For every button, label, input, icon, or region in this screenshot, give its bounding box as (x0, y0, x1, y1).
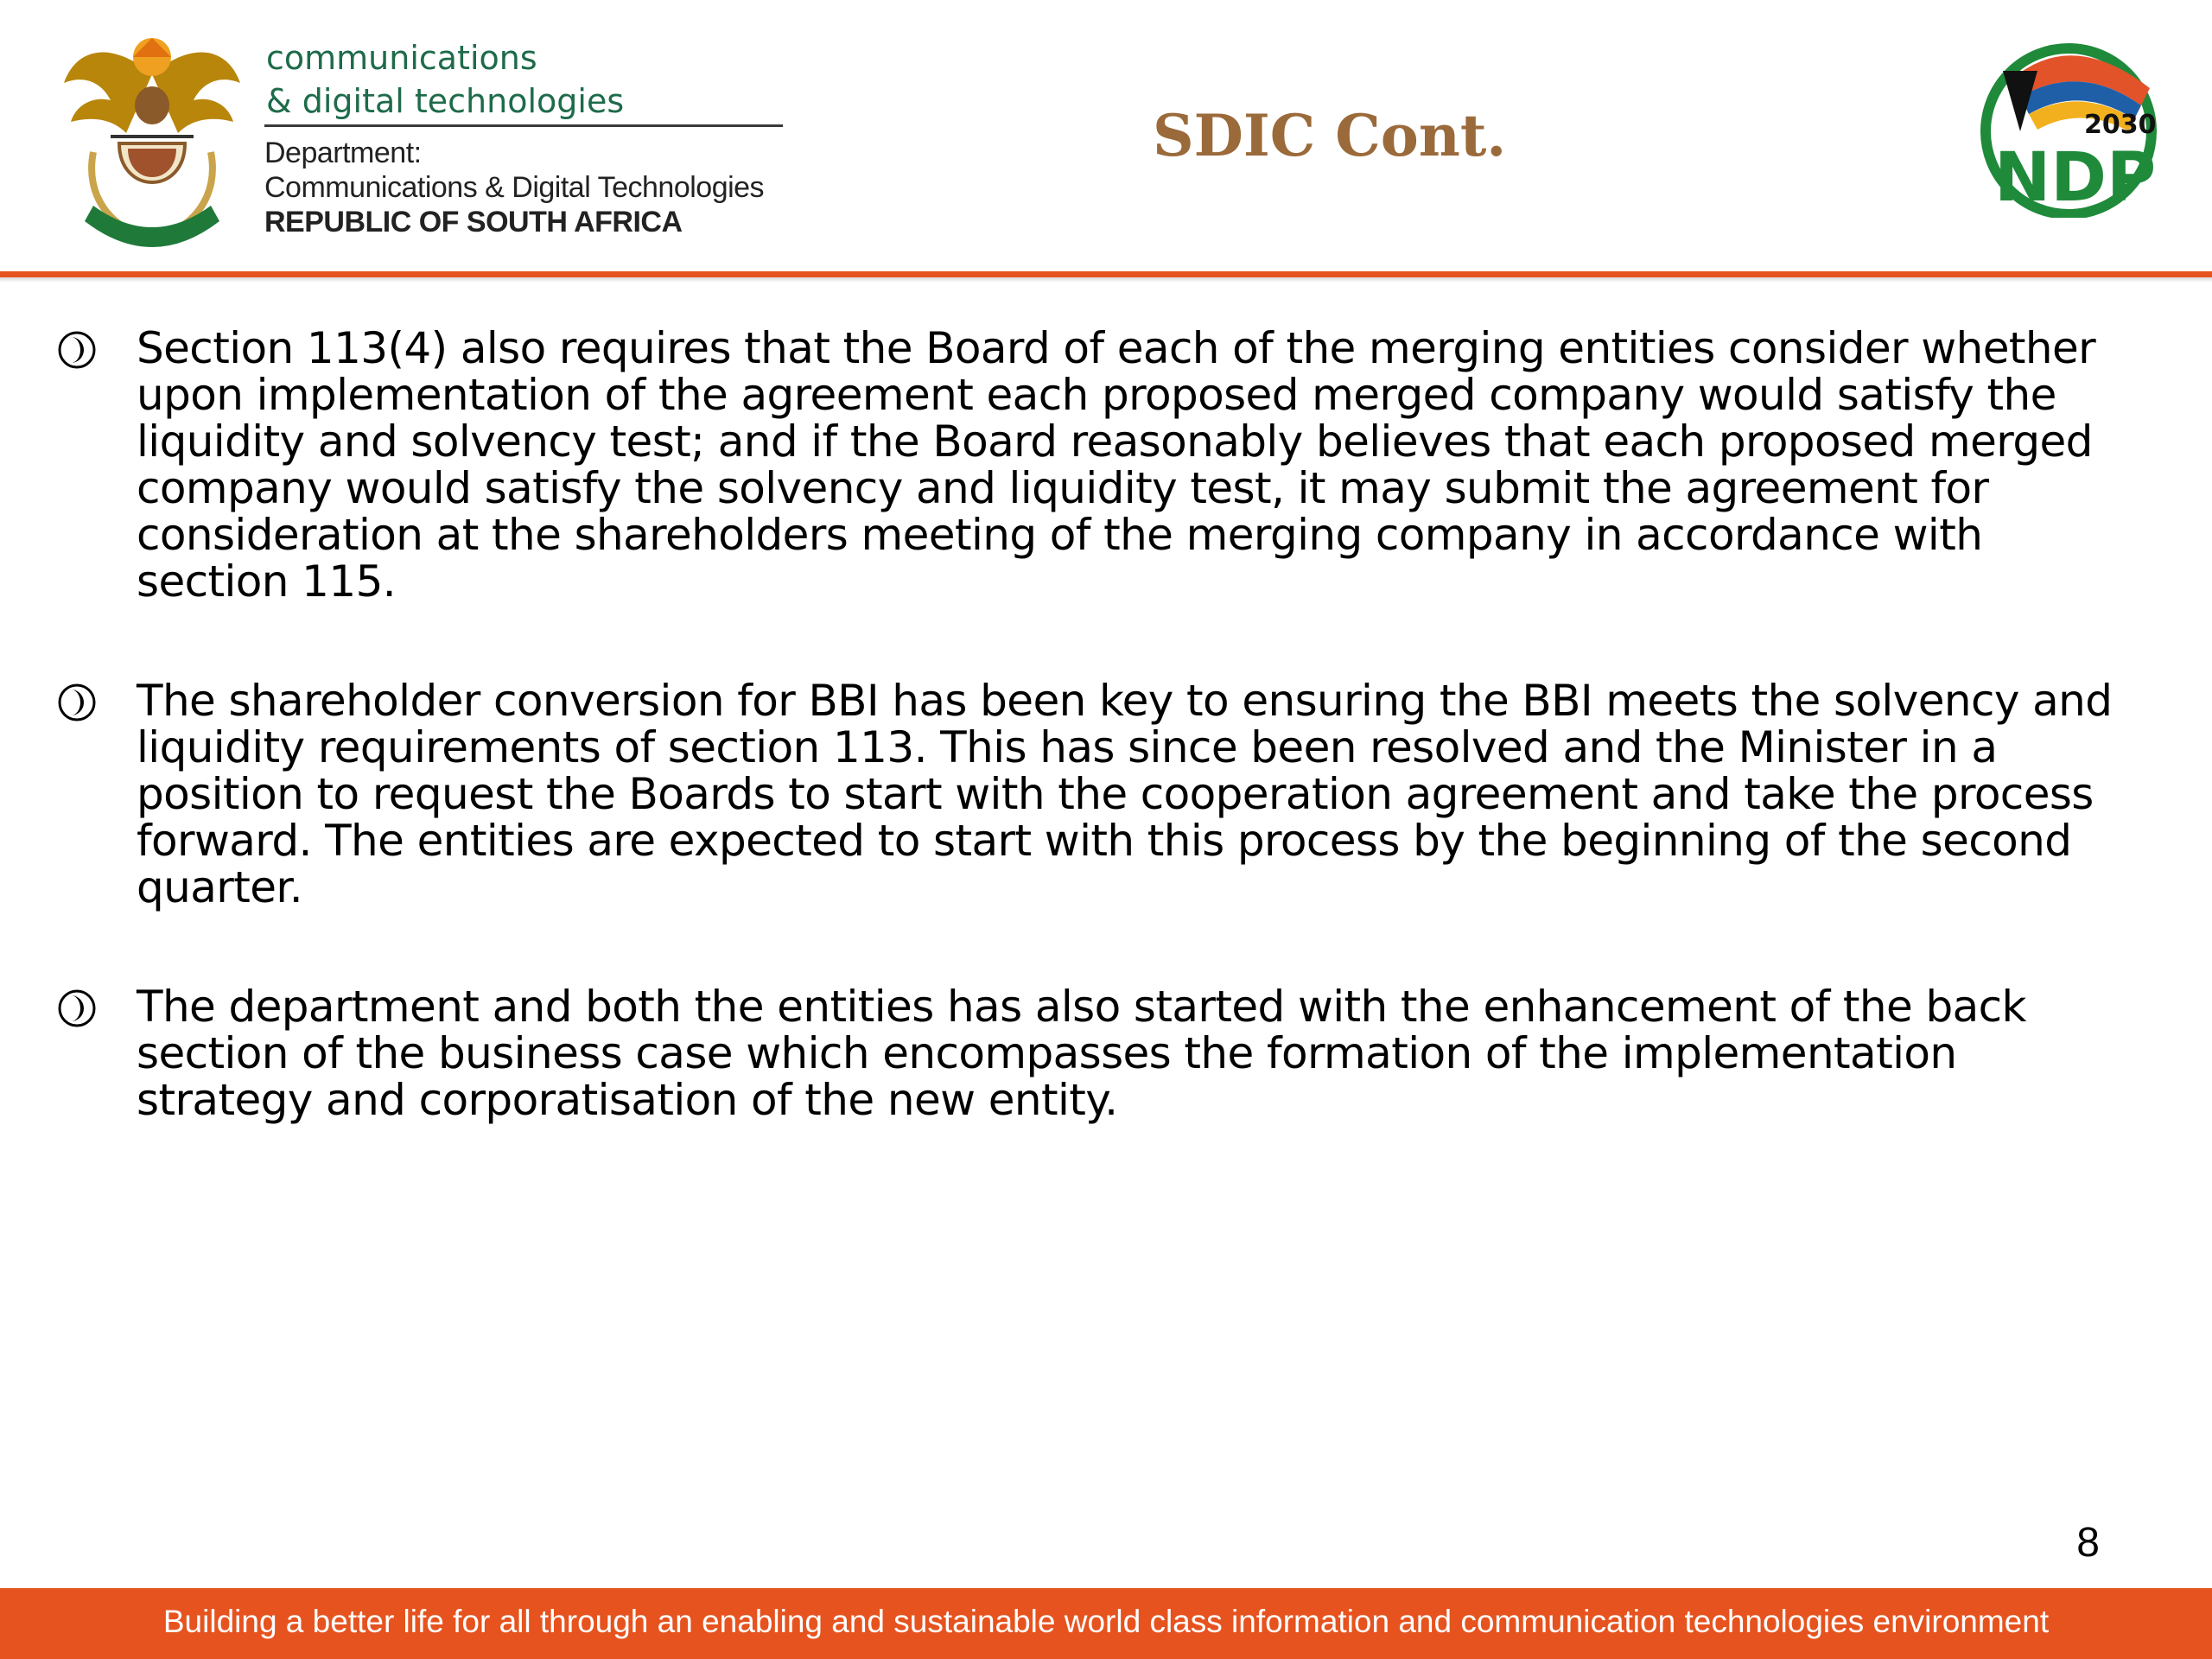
dept-line-digital: & digital technologies (266, 82, 625, 120)
dept-line-communications: communications (266, 39, 537, 77)
slide-header (0, 0, 2212, 275)
ndp-year: 2030 (2084, 110, 2157, 140)
header-divider (0, 271, 2212, 277)
dept-divider (264, 124, 783, 127)
country-name: REPUBLIC OF SOUTH AFRICA (264, 206, 683, 238)
bullet-text: The shareholder conversion for BBI has been key to ensuring the BBI meets the solvency and liquidity requirements of section 113. This has since been resolved and the Minister in a position to request the Boards to start with the cooperation agreement and take the process forward. The entities are expected to start with this process by the beginning of the second quarter. (137, 676, 2113, 912)
bullet-item (54, 677, 2145, 911)
bullet-icon (57, 683, 97, 722)
bullet-item (54, 983, 2145, 1123)
coat-of-arms-logo (59, 22, 245, 257)
department-block (264, 36, 783, 239)
bullet-icon (57, 330, 97, 370)
page-number: 8 (2076, 1520, 2100, 1566)
bullet-text: The department and both the entities has also started with the enhancement of the back section of the business case which encompasses the formation of the implementation strategy and corporatisation of the new entity. (137, 982, 2026, 1125)
bullet-item (54, 325, 2145, 605)
footer-tagline: Building a better life for all through an enabling and sustainable world class information and communication technologies environment (162, 1604, 2050, 1639)
dept-name: Communications & Digital Technologies (264, 171, 765, 204)
ndp-2030-logo (1977, 36, 2165, 218)
bullet-icon (57, 988, 97, 1028)
bullet-list (54, 325, 2145, 1196)
slide-title: SDIC Cont. (1153, 102, 1507, 169)
header-shadow (0, 277, 2212, 283)
dept-label: Department: (264, 137, 422, 169)
footer-bar (0, 1588, 2212, 1659)
bullet-text: Section 113(4) also requires that the Board of each of the merging entities consider whether upon implementation of the agreement each proposed merged company would satisfy the liquidity and solvency test; and if the Board reasonably believes that each proposed merged company would satisfy the solvency and liquidity test, it may submit the agreement for consideration at the shareholders meeting of the merging company in accordance with section 115. (137, 323, 2096, 607)
ndp-label: NDP (1994, 139, 2157, 217)
